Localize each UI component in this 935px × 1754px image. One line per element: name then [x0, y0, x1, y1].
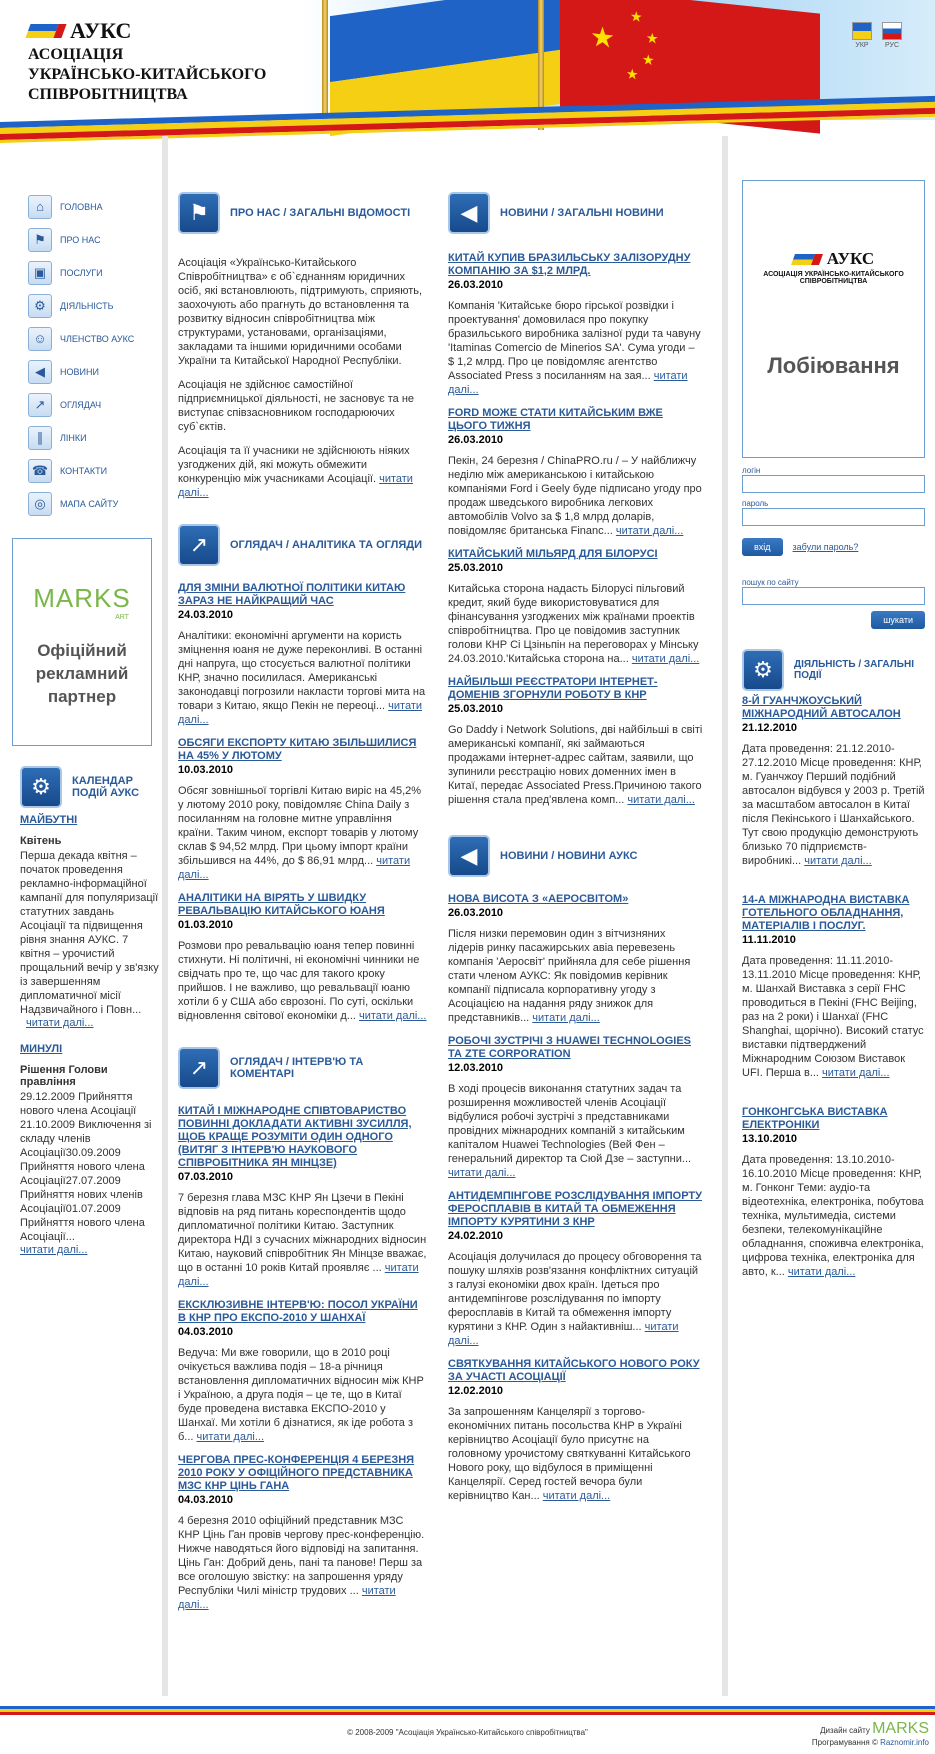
nav-label: ПОСЛУГИ	[60, 267, 103, 278]
article-text: Обсяг зовнішньої торгівлі Китаю виріс на 45,2% у лютому 2010 року, повідомляє China Daily з посиланням на головне митне управління країни. Таким чином, експорт товарів у лютому склав $ 94,52 млрд. При цьому імпорт країни збільшився на 44%, до $ 86,91 млрд...	[178, 785, 422, 867]
article-text: Go Daddy і Network Solutions, дві найбільші в світі американські компанії, які займаються продажами інтернет-адрес сайтам, заявили, що зупинили реєстрацію нових доменних імен в Китаї, передає Associated Press.Причиною такого рішення стала пред'явлена комп...	[448, 724, 703, 806]
list-item	[448, 1190, 703, 1348]
list-item	[448, 1035, 703, 1180]
gear-icon: ⚙	[28, 294, 52, 318]
nav-label: ДІЯЛЬНІСТЬ	[60, 300, 114, 311]
list-item	[448, 676, 703, 807]
read-more-link[interactable]: читати далі...	[178, 700, 423, 726]
article-text: 4 березня 2010 офіційний представник МЗС КНР Цінь Ган провів чергову прес-конференцію. Нижче наводяться його відповіді на запитання. Цінь Ган: Добрий день, пані та панове! Перш за все оголошую звістку: на запрошення уряду Республіки Чилі міністр трудових ...	[178, 1515, 425, 1597]
article-title-link[interactable]: FORD МОЖЕ СТАТИ КИТАЙСЬКИМ ВЖЕ ЦЬОГО ТИЖНЯ	[448, 407, 663, 432]
calendar-future-heading: Квітень	[20, 835, 62, 847]
nav-label: ОГЛЯДАЧ	[60, 399, 102, 410]
calendar-future-text: Перша декада квітня – початок проведення рекламно-інформаційної кампанії для популяризації статутних завдань Асоціації та підвищення рівня знання АУКС. 7 квітня – урочистий прощальний вечір у зв'язку із завершенням дипломатичної місії Надзвичайного і Повн...	[20, 850, 159, 1016]
gear-icon: ⚙	[742, 649, 784, 691]
nav-item-sitemap[interactable]	[28, 487, 162, 520]
calendar-past-text: 29.12.2009 Прийняття нового члена Асоціації 21.10.2009 Виключення зі складу членів Асоціації30.09.2009 Прийняття нового члена Асоціації27.07.2009 Прийняття нових членів Асоціації01.07.2009 Прийняття нового члена Асоціації...	[20, 1091, 152, 1243]
article-date: 12.03.2010	[448, 1062, 504, 1074]
activity-title: ДІЯЛЬНІСТЬ / ЗАГАЛЬНІ ПОДІЇ	[794, 659, 914, 681]
article-date: 26.03.2010	[448, 907, 504, 919]
partner-ad[interactable]	[12, 538, 152, 746]
article-title-link[interactable]: 14-А МІЖНАРОДНА ВИСТАВКА ГОТЕЛЬНОГО ОБЛАДНАННЯ, МАТЕРІАЛІВ І ПОСЛУГ.	[742, 894, 910, 932]
org-name-line: АСОЦІАЦІЯ	[28, 46, 124, 63]
read-more-link[interactable]: читати далі...	[542, 1490, 611, 1502]
phone-icon: ☎	[28, 459, 52, 483]
read-more-link[interactable]: читати далі...	[448, 1321, 679, 1347]
design-credit-label: Дизайн сайту	[820, 1726, 870, 1735]
nav-label: ЛІНКИ	[60, 432, 87, 443]
column-divider	[722, 136, 728, 1696]
ukraine-flag-icon	[852, 22, 872, 40]
header	[0, 0, 935, 160]
article-date: 13.10.2010	[742, 1133, 798, 1145]
main-nav	[12, 190, 162, 520]
right-column	[742, 180, 925, 1289]
nav-item-activity[interactable]	[28, 289, 162, 322]
article-date: 25.03.2010	[448, 703, 504, 715]
read-more-link[interactable]: читати далі...	[359, 1010, 427, 1022]
nav-label: ЧЛЕНСТВО АУКС	[60, 333, 135, 344]
marks-logo-sub: ART	[115, 614, 129, 621]
general-news-title: НОВИНИ / ЗАГАЛЬНІ НОВИНИ	[500, 207, 664, 219]
marks-logo: MARKS	[33, 583, 131, 613]
nav-item-membership[interactable]	[28, 322, 162, 355]
lang-rus-label: РУС	[884, 42, 900, 49]
partner-ad-text: Офіційний рекламний партнер	[35, 641, 129, 706]
about-paragraph: Асоціація не здійснює самостійної підприємницької діяльності, не засновує та не виступає співзасновником господарюючих суб`єктів.	[178, 379, 415, 433]
read-more-link[interactable]: читати далі...	[631, 653, 700, 665]
people-icon: ☺	[28, 327, 52, 351]
forgot-password-link[interactable]: забули пароль?	[792, 542, 859, 552]
article-title-link[interactable]: ЧЕРГОВА ПРЕС-КОНФЕРЕНЦІЯ 4 БЕРЕЗНЯ 2010 РОКУ У ОФІЦІЙНОГО ПРЕДСТАВНИКА МЗС КНР ЦІНЬ ГАНА	[178, 1454, 415, 1492]
read-more-link[interactable]: читати далі...	[822, 1067, 890, 1079]
read-more-link[interactable]: читати далі...	[787, 1266, 856, 1278]
interviews-title: ОГЛЯДАЧ / ІНТЕРВ'Ю ТА КОМЕНТАРІ	[230, 1056, 364, 1080]
list-item	[178, 1454, 428, 1612]
nav-item-links[interactable]	[28, 421, 162, 454]
read-more-link[interactable]: читати далі...	[615, 525, 684, 537]
chart-icon: ↗	[178, 524, 220, 566]
article-title-link[interactable]: ДЛЯ ЗМІНИ ВАЛЮТНОЇ ПОЛІТИКИ КИТАЮ ЗАРАЗ НЕ НАЙКРАЩИЙ ЧАС	[178, 582, 406, 607]
nav-label: ГОЛОВНА	[60, 201, 103, 212]
article-text: Після низки перемовин один з вітчизняних лідерів ринку пасажирських авіа перевезень компанія 'Аеросвіт' прийняла для себе рішення стати членом АУКС: Як повідомив керівник компанії підписала корпоративну угоду з Асоціацією на надання ряду знижок для представників...	[448, 928, 691, 1024]
article-date: 21.12.2010	[742, 722, 798, 734]
read-more-link[interactable]: читати далі...	[20, 1244, 88, 1256]
general-news-section	[448, 192, 703, 807]
read-more-link[interactable]: читати далі...	[178, 473, 413, 499]
nav-item-home[interactable]	[28, 190, 162, 223]
globe-icon: ◎	[28, 492, 52, 516]
article-title-link[interactable]: ГОНКОНГСЬКА ВИСТАВКА ЕЛЕКТРОНІКИ	[742, 1106, 888, 1131]
article-text: Дата проведення: 13.10.2010-16.10.2010 Місце проведення: КНР, м. Гонконг Теми: аудіо-та відеотехніка, електроніка, побутова техніка, мультимедіа, системи безпеки, телекомунікаційне обладнання, споживча електроніка, цифрова техніка, електроніка для авто, к...	[742, 1154, 924, 1278]
read-more-link[interactable]: читати далі...	[196, 1431, 265, 1443]
dev-credit[interactable]	[812, 1738, 929, 1747]
login-form	[742, 466, 925, 629]
about-section	[178, 192, 428, 500]
list-item	[742, 1106, 925, 1279]
article-date: 26.03.2010	[448, 434, 504, 446]
search-input[interactable]	[742, 587, 925, 605]
article-title-link[interactable]: АНТИДЕМПІНГОВЕ РОЗСЛІДУВАННЯ ІМПОРТУ ФЕРОСПЛАВІВ В КИТАЙ ТА ОБМЕЖЕННЯ ІМПОРТУ КУРЯТИНИ З КНР	[448, 1190, 702, 1228]
read-more-link[interactable]: читати далі...	[178, 1585, 396, 1611]
article-title-link[interactable]: НОВА ВИСОТА З «АЕРОСВІТОМ»	[448, 893, 629, 905]
article-date: 25.03.2010	[448, 562, 504, 574]
org-name-line: СПІВРОБІТНИЦТВА	[28, 86, 188, 103]
design-credit[interactable]	[820, 1720, 929, 1738]
list-item	[448, 252, 703, 397]
activity-section	[742, 649, 925, 1279]
search-button[interactable]: шукати	[871, 611, 925, 629]
logo-stripes-icon	[25, 24, 66, 38]
column-divider	[162, 136, 168, 1696]
read-more-link[interactable]: читати далі...	[448, 1167, 516, 1179]
nav-label: НОВИНИ	[60, 366, 99, 377]
megaphone-icon: ◀	[448, 192, 490, 234]
login-input[interactable]	[742, 475, 925, 493]
logo[interactable]	[28, 18, 131, 44]
read-more-link[interactable]: читати далі...	[627, 794, 695, 806]
nav-item-contacts[interactable]	[28, 454, 162, 487]
lang-ukr-label: УКР	[855, 42, 869, 49]
lobbying-ad[interactable]	[742, 180, 925, 458]
calendar-past-heading: Рішення Голови правління	[20, 1064, 108, 1088]
article-text: Пекін, 24 березня / ChinaPRO.ru / – У найближчу неділю між американською і китайською компаніями Ford і Geely буде підписано угоду про продаж шведського виробника легкових автомобілів Volvo за $ 1,8 млрд доларів, повідомляє британська Financ...	[448, 455, 702, 537]
password-input[interactable]	[742, 508, 925, 526]
article-text: Дата проведення: 21.12.2010-27.12.2010 Місце проведення: КНР, м. Гуанчжоу Перший подібний автосалон відбувся у 2003 р. Третій за масштабом автосалон в Китаї після Пекінського і Шанхайського. Тут свою продукцію демонструють близько 70 підприємств-виробникі...	[742, 743, 925, 867]
flag-pole	[322, 0, 328, 130]
login-label: логін	[742, 466, 761, 475]
china-flag: ★ ★ ★ ★ ★	[560, 0, 820, 134]
calendar-title: КАЛЕНДАР ПОДІЙ АУКС	[72, 775, 140, 799]
auks-news-title: НОВИНИ / НОВИНИ АУКС	[500, 850, 638, 862]
center-left-column	[178, 192, 428, 1622]
footer-stripes	[0, 1706, 935, 1715]
article-title-link[interactable]: КИТАЙСЬКИЙ МІЛЬЯРД ДЛЯ БІЛОРУСІ	[448, 548, 658, 560]
article-title-link[interactable]: ОБСЯГИ ЕКСПОРТУ КИТАЮ ЗБІЛЬШИЛИСЯ НА 45% У ЛЮТОМУ	[178, 737, 417, 762]
lobbying-ad-brand: АУКС	[826, 249, 875, 268]
lobbying-ad-text: Лобіювання	[767, 353, 900, 378]
copyright: © 2008-2009 "Асоціація Українсько-Китайського співробітництва"	[347, 1728, 588, 1737]
analytics-title: ОГЛЯДАЧ / АНАЛІТИКА ТА ОГЛЯДИ	[230, 539, 422, 551]
list-item	[178, 1299, 428, 1444]
article-text: Аналітики: економічні аргументи на користь зміцнення юаня не дуже переконливі. В останні дні напруга, що стосується валютної політики КНР, значно посилилася. Американські законодавці погрозили накласти торгові мита на товари з Китаю, якщо Пекін не переоці...	[178, 630, 426, 712]
password-label: пароль	[742, 499, 769, 508]
ukraine-flag	[330, 0, 560, 120]
megaphone-icon: ◀	[28, 360, 52, 384]
read-more-link[interactable]: читати далі...	[26, 1017, 94, 1029]
center-right-column	[448, 192, 703, 1513]
article-text: Розмови про ревальвацію юаня тепер повинні стихнути. Ні політичні, ні економічні чинники не свідчать про те, що час для такого кроку прийшов. І не важливо, що ревальвації юаню хотіли б у США або єврозоні. По суті, оскільки відновлення світової економіки д...	[178, 940, 420, 1022]
auks-news-section	[448, 835, 703, 1503]
article-date: 01.03.2010	[178, 919, 234, 931]
list-item	[448, 893, 703, 1025]
chart-icon: ↗	[28, 393, 52, 417]
flag-icon: ⚑	[28, 228, 52, 252]
list-item	[178, 737, 428, 882]
article-date: 04.03.2010	[178, 1494, 234, 1506]
list-item	[742, 894, 925, 1080]
analytics-section	[178, 524, 428, 1023]
article-title-link[interactable]: 8-Й ГУАНЧЖОУСЬКИЙ МІЖНАРОДНИЙ АВТОСАЛОН	[742, 695, 901, 720]
article-text: За запрошенням Канцелярії з торгово-економічних питань посольства КНР в Україні керівництво Асоціації було присутнє на головному урочистому святкуванні Китайського Нового року, що відбулося в приміщенні Канцелярії. Серед гостей вечора були керівництво Кан...	[448, 1406, 691, 1502]
article-title-link[interactable]: КИТАЙ І МІЖНАРОДНЕ СПІВТОВАРИСТВО ПОВИННІ ДОКЛАДАТИ АКТИВНІ ЗУСИЛЛЯ, ЩОБ КРАЩЕ РОЗУМІТИ ОДИН ОДНОГО (ВИТЯГ З ІНТЕРВ'Ю НАУКОВОГО СПІВРОБІТНИКА ЯН МІНЦЗЕ)	[178, 1105, 412, 1169]
marks-logo: MARKS	[872, 1720, 929, 1737]
list-item	[742, 695, 925, 868]
briefcase-icon: ▣	[28, 261, 52, 285]
clip-icon: ∥	[28, 426, 52, 450]
org-name-line: УКРАЇНСЬКО-КИТАЙСЬКОГО	[28, 66, 267, 83]
article-date: 24.03.2010	[178, 609, 234, 621]
read-more-link[interactable]: читати далі...	[532, 1012, 600, 1024]
calendar-past-link[interactable]: МИНУЛІ	[20, 1043, 63, 1055]
interviews-section	[178, 1047, 428, 1612]
article-date: 11.11.2010	[742, 934, 796, 946]
nav-item-services[interactable]	[28, 256, 162, 289]
article-text: Дата проведення: 11.11.2010-13.11.2010 Місце проведення: КНР, м. Шанхай Виставка з серії FHC проводиться в Пекіні (FHC Beijing, раз на 2 роки) і Шанхаї (FHC Shanghai, щорічно). Високий статус виставки підтверджений Міжнародним Союзом Виставок UFI. Перша в...	[742, 955, 924, 1079]
russia-flag-icon	[882, 22, 902, 40]
login-button[interactable]: вхід	[742, 538, 783, 556]
about-paragraph: Асоціація та її учасники не здійснюють ніяких узгоджених дій, які можуть обмежити конкуренцію між учасниками Асоціації.	[178, 445, 410, 485]
list-item	[448, 548, 703, 666]
article-date: 07.03.2010	[178, 1171, 234, 1183]
calendar-section	[20, 766, 160, 1256]
article-title-link[interactable]: ЕКСКЛЮЗИВНЕ ІНТЕРВ'Ю: ПОСОЛ УКРАЇНИ В КНР ПРО ЕКСПО-2010 У ШАНХАЇ	[178, 1299, 418, 1324]
nav-label: МАПА САЙТУ	[60, 498, 119, 509]
about-paragraph: Асоціація «Українсько-Китайського Співробітництва» є об`єднанням юридичних осіб, які встановлюють, підтримують, сприяють, заохочують або прагнуть до встановлення та розвитку відносин співробітництва між структурами, установами, організаціями, закладами та іншими юридичними особами України та Китайської Народної Республіки.	[178, 257, 423, 367]
dev-credit-label: Програмування ©	[811, 1738, 878, 1747]
gear-icon: ⚙	[20, 766, 62, 808]
raznomir-logo: Raznomir.info	[880, 1738, 929, 1747]
logo-name: АУКС	[70, 18, 132, 43]
lobbying-ad-org: АСОЦІАЦІЯ УКРАЇНСЬКО-КИТАЙСЬКОГО СПІВРОБІТНИЦТВА	[763, 271, 904, 285]
nav-label: ПРО НАС	[60, 234, 101, 245]
home-icon: ⌂	[28, 195, 52, 219]
calendar-future-link[interactable]: МАЙБУТНІ	[20, 814, 78, 826]
read-more-link[interactable]: читати далі...	[448, 370, 688, 396]
org-name	[28, 45, 266, 105]
list-item	[448, 407, 703, 538]
nav-label: КОНТАКТИ	[60, 465, 108, 476]
article-date: 24.02.2010	[448, 1230, 504, 1242]
lang-ukr[interactable]	[852, 22, 872, 49]
read-more-link[interactable]: читати далі...	[804, 855, 872, 867]
list-item	[178, 892, 428, 1023]
list-item	[448, 1358, 703, 1503]
article-text: В ході процесів виконання статутних задач та розширення можливостей членів Асоціації відбулися робочі зустрічі з представниками провідних міжнародних компаній з китайським капіталом Huawei Technologies (Вей Фен – генеральний директор та Сюй Дзе – заступни...	[448, 1083, 692, 1165]
article-title-link[interactable]: КИТАЙ КУПИВ БРАЗИЛЬСЬКУ ЗАЛІЗОРУДНУ КОМПАНІЮ ЗА $1,2 МЛРД.	[448, 252, 691, 277]
about-title: ПРО НАС / ЗАГАЛЬНІ ВІДОМОСТІ	[230, 207, 411, 219]
article-text: 7 березня глава МЗС КНР Ян Цзечи в Пекіні відповів на ряд питань кореспондентів щодо дипломатичної політики Китаю. Заступник директора НДІ з сучасних міжнародних відносин Китаю, науковий співробітник Ян Мінцзе вважає, що в останні 10 років Китай проявляє ...	[178, 1192, 427, 1274]
article-text: Китайська сторона надасть Білорусі пільговий кредит, який буде використовуватися для фінансування узгоджених між країнами проектів співробітництва. Про це повідомив заступник голови КНР Сі Цзіньпін на переговорах у Мінську 24.03.2010.'Китайська сторона на...	[448, 583, 699, 665]
nav-item-review[interactable]	[28, 388, 162, 421]
article-text: Асоціація долучилася до процесу обговорення та пошуку шляхів розв'язання конфліктних ситуацій з галузі економіки двох країн. Ідеться про антидемпінгове розслідування по імпорту феросплавів в Китай та обмеження імпорту курятини з КНР. Один з найактивніш...	[448, 1251, 702, 1333]
article-text: Ведуча: Ми вже говорили, що в 2010 році очікується важлива подія – 18-а річниця встановлення дипломатичних відносин між КНР і Україною, а друга подія – це те, що в Китаї буде проведена виставка ЕКСПО-2010 у Шанхаї. Ми хотіли б дізнатися, як іде робота з б...	[178, 1347, 424, 1443]
lang-rus[interactable]	[882, 22, 902, 49]
article-date: 26.03.2010	[448, 279, 504, 291]
article-title-link[interactable]: СВЯТКУВАННЯ КИТАЙСЬКОГО НОВОГО РОКУ ЗА УЧАСТІ АСОЦІАЦІЇ	[448, 1358, 700, 1383]
article-title-link[interactable]: АНАЛІТИКИ НА ВІРЯТЬ У ШВИДКУ РЕВАЛЬВАЦІЮ КИТАЙСЬКОГО ЮАНЯ	[178, 892, 385, 917]
read-more-link[interactable]: читати далі...	[178, 1262, 419, 1288]
logo-stripes-icon	[791, 254, 823, 265]
nav-item-about[interactable]	[28, 223, 162, 256]
read-more-link[interactable]: читати далі...	[178, 855, 411, 881]
nav-item-news[interactable]	[28, 355, 162, 388]
article-date: 12.02.2010	[448, 1385, 504, 1397]
article-text: Компанія 'Китайське бюро гірської розвідки і проектування' домовилася про покупку бразильського виробника залізної руди та чавуну 'Itaminas Comercio de Minerios SA'. Сума угоди – $ 1,2 млрд. Про це повідомляє агентство Associated Press з посиланням на зая...	[448, 300, 701, 382]
list-item	[178, 582, 428, 727]
article-title-link[interactable]: РОБОЧІ ЗУСТРІЧІ З HUAWEI TECHNOLOGIES ТА ZTE CORPORATION	[448, 1035, 691, 1060]
chart-icon: ↗	[178, 1047, 220, 1089]
article-date: 04.03.2010	[178, 1326, 234, 1338]
search-label: пошук по сайту	[742, 578, 799, 587]
flag-icon: ⚑	[178, 192, 220, 234]
list-item	[178, 1105, 428, 1289]
megaphone-icon: ◀	[448, 835, 490, 877]
left-column	[12, 190, 162, 520]
article-date: 10.03.2010	[178, 764, 234, 776]
article-title-link[interactable]: НАЙБІЛЬШІ РЕЄСТРАТОРИ ІНТЕРНЕТ-ДОМЕНІВ ЗГОРНУЛИ РОБОТУ В КНР	[448, 676, 658, 701]
